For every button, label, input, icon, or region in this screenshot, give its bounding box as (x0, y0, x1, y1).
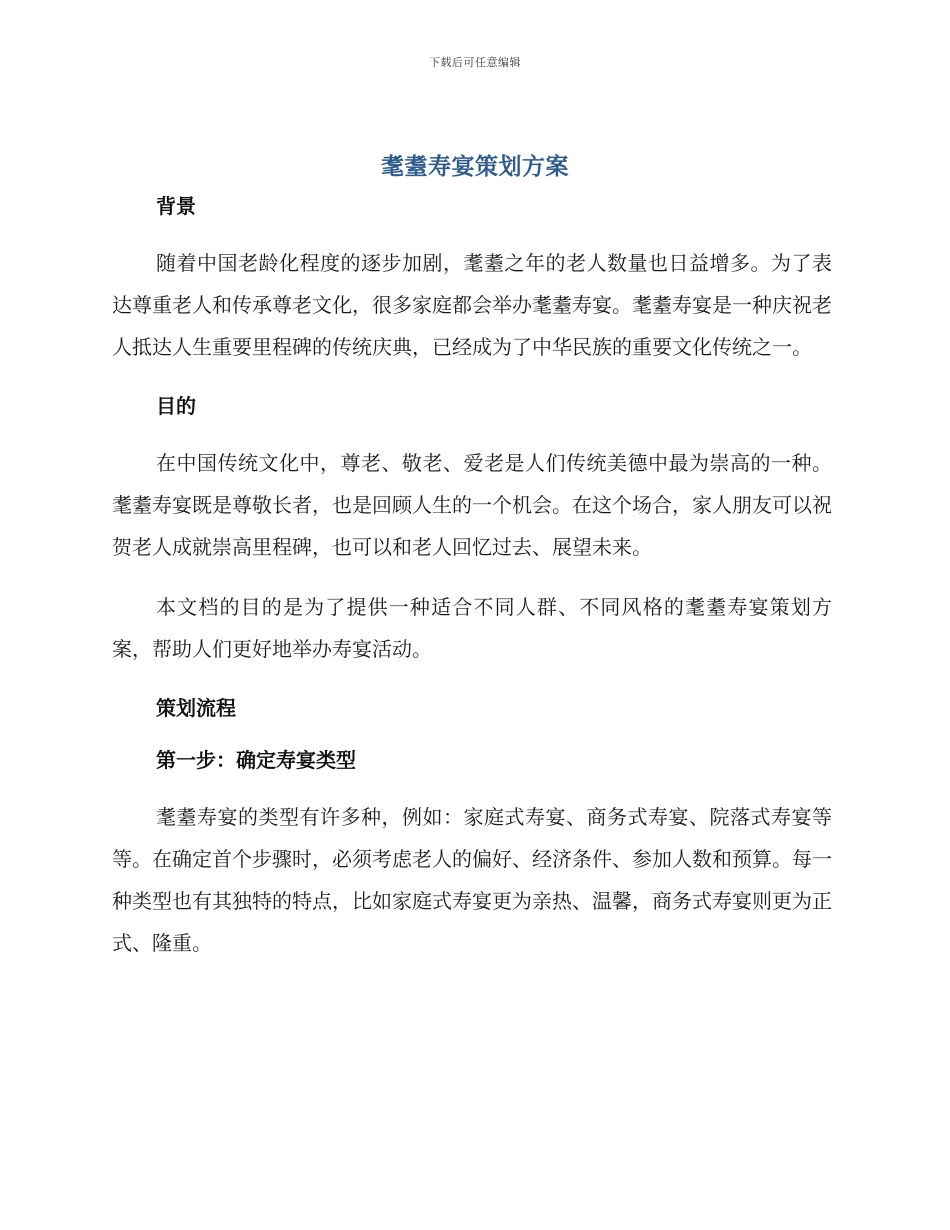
background-paragraph: 随着中国老龄化程度的逐步加剧，耄耋之年的老人数量也日益增多。为了表达尊重老人和传承尊老文化，很多家庭都会举办耄耋寿宴。耄耋寿宴是一种庆祝老人抵达人生重要里程碑的传统庆典，已经成为了中华民族的重要文化传统之一。 (112, 251, 832, 359)
step1-heading: 第一步：确定寿宴类型 (156, 748, 356, 772)
purpose-paragraph-1: 在中国传统文化中，尊老、敬老、爱老是人们传统美德中最为崇高的一种。耄耋寿宴既是尊敬长者，也是回顾人生的一个机会。在这个场合，家人朋友可以祝贺老人成就崇高里程碑，也可以和老人回忆过去、展望未来。 (112, 451, 832, 559)
section-heading-process: 策划流程 (156, 696, 236, 720)
section-heading-background: 背景 (156, 194, 196, 218)
document-body (112, 190, 832, 964)
page-header-note: 下载后可任意编辑 (429, 56, 521, 69)
step1-paragraph: 耄耋寿宴的类型有许多种，例如：家庭式寿宴、商务式寿宴、院落式寿宴等等。在确定首个步骤时，必须考虑老人的偏好、经济条件、参加人数和预算。每一种类型也有其独特的特点，比如家庭式寿宴更为亲热、温馨，商务式寿宴则更为正式、隆重。 (112, 805, 832, 955)
document-title: 耄耋寿宴策划方案 (381, 154, 569, 180)
section-heading-purpose: 目的 (156, 394, 196, 418)
purpose-paragraph-2: 本文档的目的是为了提供一种适合不同人群、不同风格的耄耋寿宴策划方案，帮助人们更好地举办寿宴活动。 (112, 595, 832, 661)
